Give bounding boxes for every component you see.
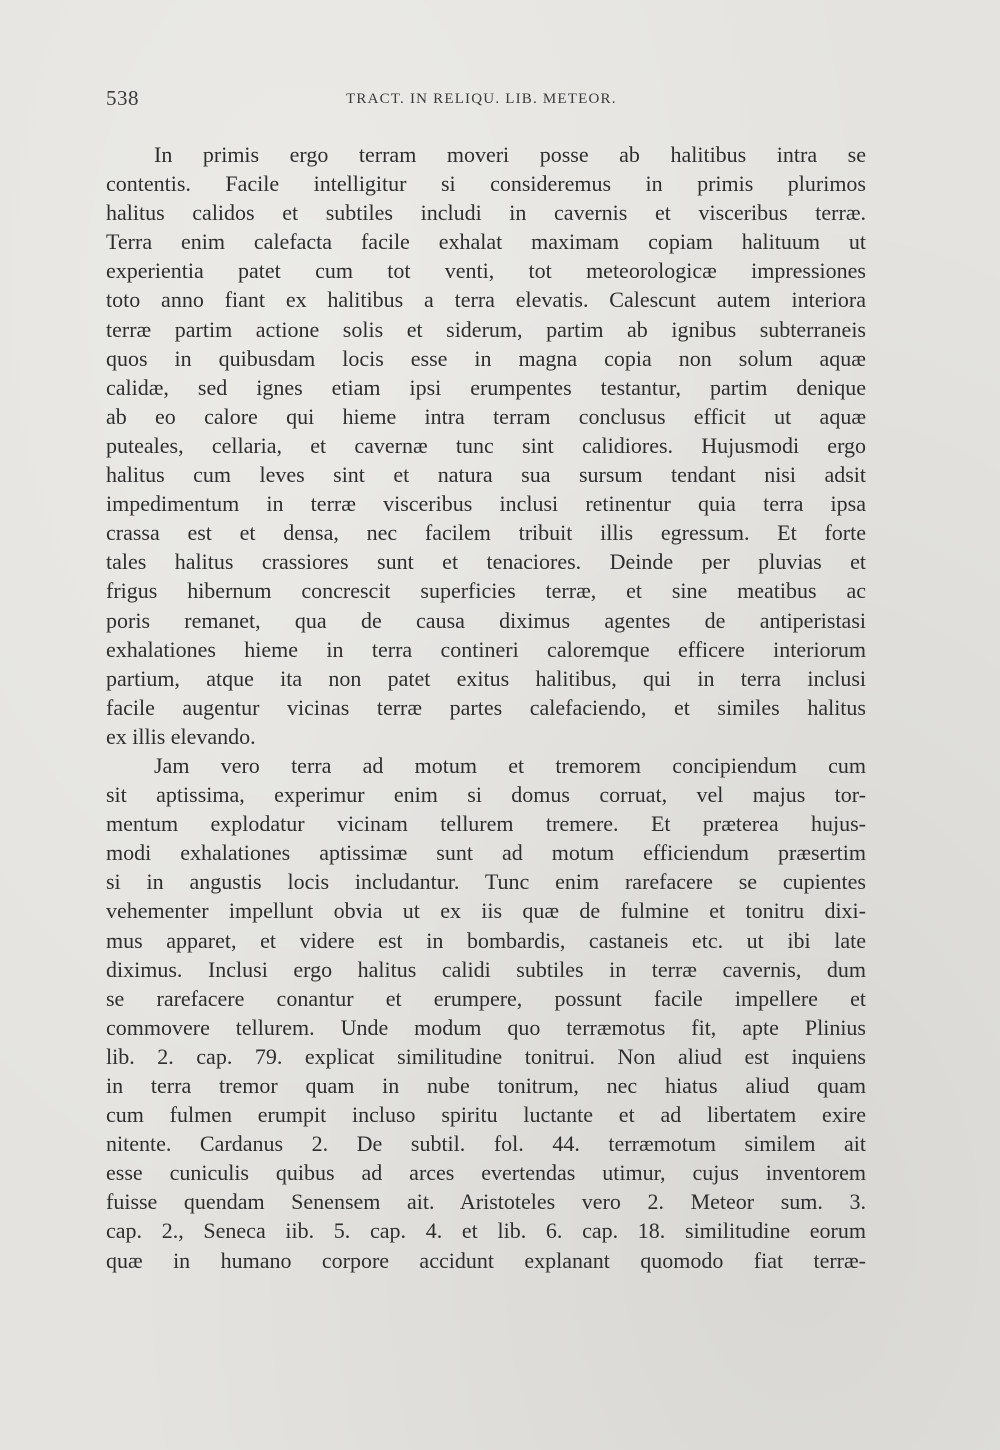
text-line: mentum explodatur vicinam tellurem tremere. Et præterea hujus- [106,811,866,837]
page-number: 538 [106,86,139,110]
text-line: partium, atque ita non patet exitus halitibus, qui in terra inclusi [106,665,866,691]
text-line: fuisse quendam Senensem ait. Aristoteles vero 2. Meteor sum. 3. [106,1189,866,1215]
text-line: halitus calidos et subtiles includi in cavernis et visceribus terræ. [106,200,866,226]
text-line: experientia patet cum tot venti, tot meteorologicæ impressiones [106,258,866,284]
text-line: terræ partim actione solis et siderum, partim ab ignibus subterraneis [106,316,866,342]
text-line: vehementer impellunt obvia ut ex iis quæ de fulmine et tonitru dixi- [106,898,866,924]
text-line: nitente. Cardanus 2. De subtil. fol. 44. terræmotum similem ait [106,1131,866,1157]
text-line: cap. 2., Seneca iib. 5. cap. 4. et lib. 6. cap. 18. similitudine eorum [106,1218,866,1244]
text-line: commovere tellurem. Unde modum quo terræmotus fit, apte Plinius [106,1014,866,1040]
text-line: contentis. Facile intelligitur si consideremus in primis plurimos [106,171,866,197]
text-line: Terra enim calefacta facile exhalat maximam copiam halituum ut [106,229,866,255]
text-line: poris remanet, qua de causa diximus agentes de antiperistasi [106,607,866,633]
text-line: exhalationes hieme in terra contineri caloremque efficere interiorum [106,636,866,662]
body-text [106,140,866,1275]
text-line: calidæ, sed ignes etiam ipsi erumpentes testantur, partim denique [106,374,866,400]
text-line: quos in quibusdam locis esse in magna copia non solum aquæ [106,345,866,371]
running-head: TRACT. IN RELIQU. LIB. METEOR. [346,91,617,107]
page-header [106,86,896,114]
text-line: ex illis elevando. [106,723,256,749]
text-line: quæ in humano corpore accidunt explanant quomodo fiat terræ- [106,1247,866,1273]
text-line: tales halitus crassiores sunt et tenaciores. Deinde per pluvias et [106,549,866,575]
text-line: halitus cum leves sint et natura sua sursum tendant nisi adsit [106,462,866,488]
text-line: cum fulmen erumpit incluso spiritu luctante et ad libertatem exire [106,1102,866,1128]
text-line: puteales, cellaria, et cavernæ tunc sint calidiores. Hujusmodi ergo [106,432,866,458]
text-line: crassa est et densa, nec facilem tribuit illis egressum. Et forte [106,520,866,546]
text-line: modi exhalationes aptissimæ sunt ad motum efficiendum præsertim [106,840,866,866]
text-line: Jam vero terra ad motum et tremorem concipiendum cum [154,752,866,778]
text-line: frigus hibernum concrescit superficies terræ, et sine meatibus ac [106,578,866,604]
text-line: impedimentum in terræ visceribus inclusi retinentur quia terra ipsa [106,491,866,517]
text-line: se rarefacere conantur et erumpere, possunt facile impellere et [106,985,866,1011]
text-line: si in angustis locis includantur. Tunc enim rarefacere se cupientes [106,869,866,895]
text-line: in terra tremor quam in nube tonitrum, nec hiatus aliud quam [106,1073,866,1098]
text-line: lib. 2. cap. 79. explicat similitudine tonitrui. Non aliud est inquiens [106,1043,866,1069]
text-line: sit aptissima, experimur enim si domus corruat, vel majus tor- [106,782,866,808]
text-line: diximus. Inclusi ergo halitus calidi subtiles in terræ cavernis, dum [106,956,866,982]
text-line: ab eo calore qui hieme intra terram conclusus efficit ut aquæ [106,403,866,429]
text-line: mus apparet, et videre est in bombardis, castaneis etc. ut ibi late [106,927,866,953]
text-line: toto anno fiant ex halitibus a terra elevatis. Calescunt autem interiora [106,287,866,313]
text-line: In primis ergo terram moveri posse ab halitibus intra se [154,142,866,167]
text-line: esse cuniculis quibus ad arces evertendas utimur, cujus inventorem [106,1160,866,1186]
text-line: facile augentur vicinas terræ partes calefaciendo, et similes halitus [106,694,866,720]
